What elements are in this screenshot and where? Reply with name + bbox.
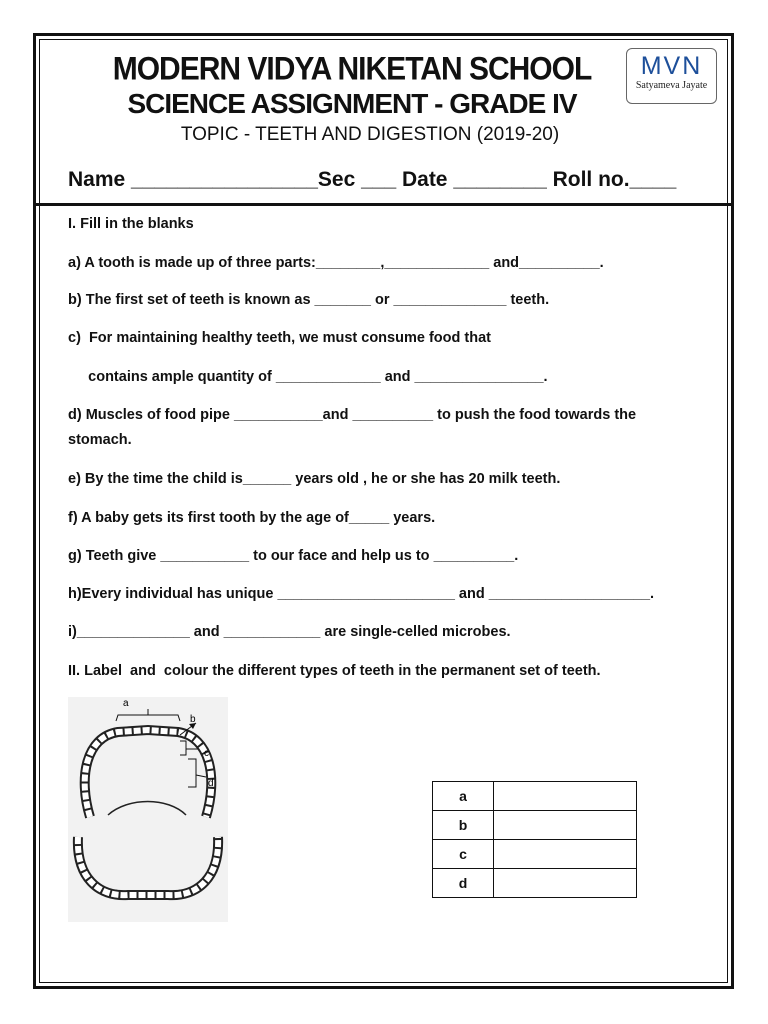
answer-cell[interactable] [494, 811, 637, 840]
question-c-cont: contains ample quantity of _____________ and ________________. [68, 369, 548, 385]
question-g: g) Teeth give ___________ to our face and help us to __________. [68, 548, 519, 564]
label-d: d [208, 778, 214, 789]
table-row [433, 840, 637, 869]
question-f: f) A baby gets its first tooth by the age of_____ years. [68, 510, 436, 526]
answer-cell[interactable] [494, 840, 637, 869]
school-logo [626, 48, 717, 104]
table-row [433, 782, 637, 811]
label-a: a [123, 698, 129, 709]
table-row [433, 869, 637, 898]
section2-title: II. Label and colour the different types of teeth in the permanent set of teeth. [68, 663, 601, 679]
label-b: b [190, 714, 196, 725]
question-i: i)______________ and ____________ are single-celled microbes. [68, 624, 511, 640]
question-c: c) For maintaining healthy teeth, we must consume food that [68, 330, 491, 346]
logo-text: MVN [640, 52, 703, 80]
teeth-diagram [68, 697, 228, 922]
question-e: e) By the time the child is______ years old , he or she has 20 milk teeth. [68, 471, 561, 487]
question-a: a) A tooth is made up of three parts:________,_____________ and__________. [68, 255, 604, 271]
header-divider [36, 203, 732, 206]
assignment-title: SCIENCE ASSIGNMENT - GRADE IV [127, 88, 577, 119]
row-key: a [433, 782, 494, 811]
row-key: b [433, 811, 494, 840]
section1-title: I. Fill in the blanks [68, 216, 194, 232]
row-key: c [433, 840, 494, 869]
label-answer-table [432, 781, 637, 898]
answer-cell[interactable] [494, 782, 637, 811]
answer-cell[interactable] [494, 869, 637, 898]
row-key: d [433, 869, 494, 898]
table-row [433, 811, 637, 840]
school-name: MODERN VIDYA NIKETAN SCHOOL [112, 51, 592, 88]
question-b: b) The first set of teeth is known as _______ or ______________ teeth. [68, 292, 550, 308]
logo-motto: Satyameva Jayate [635, 80, 708, 91]
label-c: c [204, 748, 209, 759]
student-details-line: Name ________________Sec ___ Date ________ Roll no.____ [68, 168, 677, 191]
topic-line: TOPIC - TEETH AND DIGESTION (2019-20) [180, 124, 560, 145]
question-h: h)Every individual has unique ______________________ and ____________________. [68, 586, 655, 602]
question-d-cont: stomach. [68, 432, 132, 448]
question-d: d) Muscles of food pipe ___________and __________ to push the food towards the [68, 407, 637, 423]
